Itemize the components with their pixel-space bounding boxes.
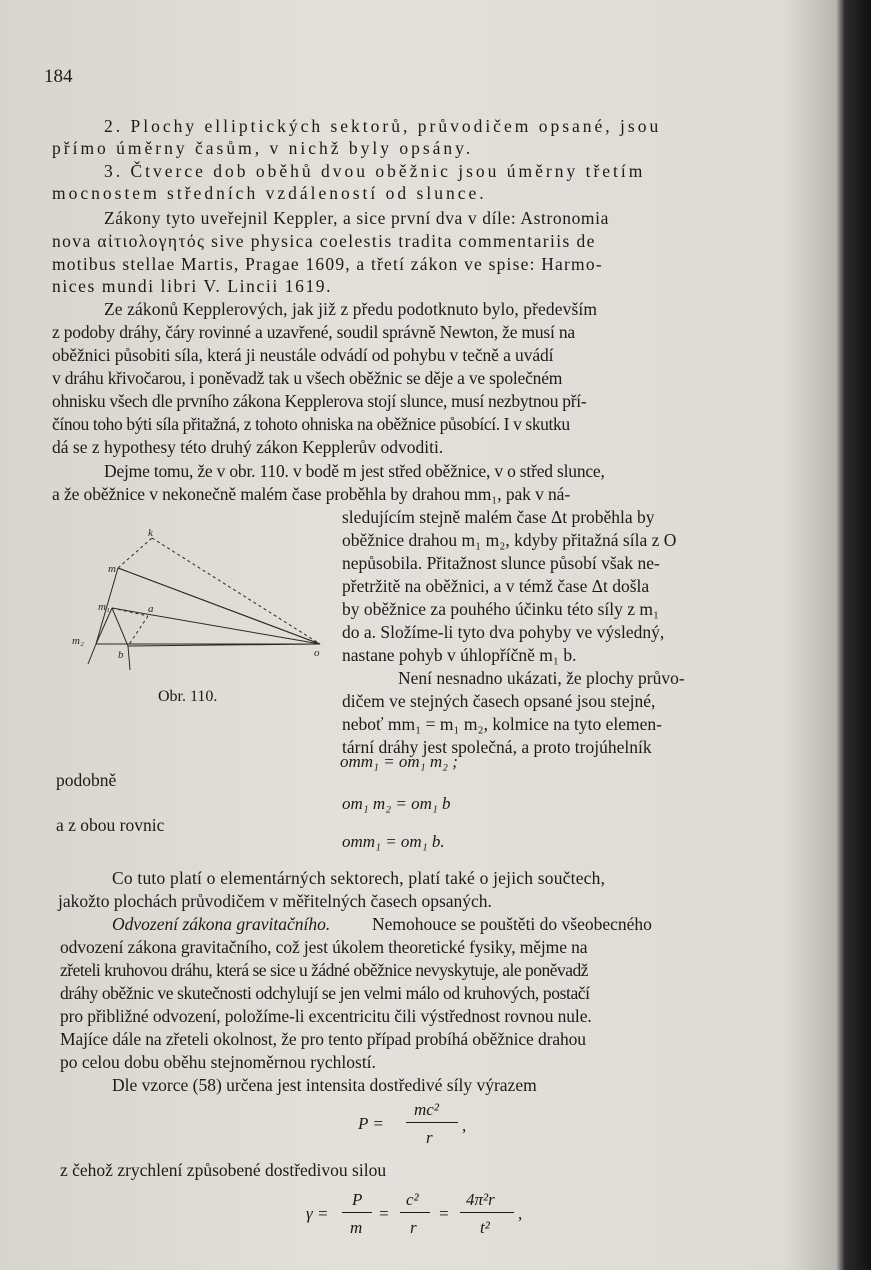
text-line: čínou toho býti síla přitažná, z tohoto ohniska na oběžnice působící. I v skutku [52, 414, 570, 434]
text-line: nova αἰτιολογητός sive physica coelestis tradita commentariis de [52, 231, 596, 251]
figure-line [112, 608, 128, 646]
formula-numerator: P [352, 1190, 363, 1209]
text-line: jakožto plochách průvodičem v měřitelných časech opsaných. [58, 891, 492, 911]
text-line: tární dráhy jest společná, a proto trojúhelník [342, 737, 652, 757]
text-line: Dle vzorce (58) určena jest intensita dostředivé síly výrazem [112, 1075, 537, 1095]
equation: om₁ m₂ = om₁ b [342, 794, 451, 813]
text-line: a že oběžnice v nekonečně malém čase proběhla by drahou mm₁, pak v ná- [52, 484, 571, 504]
formula-numerator: c² [406, 1190, 419, 1209]
figure-label: m₁ [98, 601, 110, 613]
text-line: v dráhu křivočarou, i poněvadž tak u všech oběžnic se děje a ve společném [52, 368, 563, 388]
figure-label: m [108, 563, 116, 575]
text-line: zřeteli kruhovou dráhu, která se sice u žádné oběžnice nevyskytuje, ale poněvadž [60, 960, 589, 980]
text-line: Není nesnadno ukázati, že plochy průvo- [398, 668, 685, 688]
text-line: Nemohouce se pouštěti do všeobecného [372, 914, 652, 934]
text-line: ohnisku všech dle prvního zákona Kepplerova stojí slunce, musí nezbytnou pří- [52, 391, 587, 411]
formula-equals: = [378, 1204, 390, 1223]
figure-label: m₂ [72, 635, 84, 647]
text-line: nepůsobila. Přitažnost slunce působí však ne- [342, 553, 660, 573]
text-line: Co tuto platí o elementárných sektorech, platí také o jejich součtech, [112, 868, 606, 888]
text-line: dráhy oběžnic ve skutečnosti odchylují se jen velmi málo od kruhových, postačí [60, 983, 590, 1003]
equation: omm₁ = om₁ m₂ ; [340, 752, 458, 771]
page-number: 184 [44, 66, 73, 87]
text-line: do a. Složíme-li tyto dva pohyby ve výsledný, [342, 622, 665, 642]
text-line: přetržitě na oběžnici, a v témž čase Δt došla [342, 576, 650, 596]
figure-caption: Obr. 110. [158, 688, 218, 705]
text-line: po celou dobu oběhu stejnoměrnou rychlostí. [60, 1052, 376, 1072]
formula-numerator: 4π²r [466, 1190, 495, 1209]
formula-denominator: r [410, 1218, 417, 1237]
side-label: a z obou rovnic [56, 815, 165, 835]
formula-tail: , [462, 1116, 467, 1135]
equation: omm₁ = om₁ b. [342, 832, 445, 851]
text-line: by oběžnice za pouhého účinku této síly z m₁ [342, 599, 660, 619]
figure-line [112, 608, 320, 644]
text-line: Majíce dále na zřeteli okolnost, že pro tento případ probíhá oběžnice drahou [60, 1029, 586, 1049]
figure-label: a [148, 603, 154, 615]
figure-label: b [118, 649, 124, 661]
figure-line [88, 644, 96, 664]
formula-lhs: γ = [306, 1204, 329, 1223]
text-line: 2. Plochy elliptických sektorů, průvodičem opsané, jsou [104, 116, 662, 136]
formula-denominator: t² [480, 1218, 490, 1237]
text-line: Zákony tyto uveřejnil Keppler, a sice první dva v díle: Astronomia [104, 208, 609, 228]
figure-line [152, 538, 320, 644]
figure-label: k [148, 527, 153, 539]
text-line: oběžnice drahou m₁ m₂, kdyby přitažná síla z O [342, 530, 677, 550]
text-line: neboť mm₁ = m₁ m₂, kolmice na tyto elemen- [342, 714, 662, 734]
text-line: dičem ve stejných časech opsané jsou stejné, [342, 691, 656, 711]
formula-denominator: m [350, 1218, 363, 1237]
figure-label: o [314, 647, 320, 659]
text-line: z čehož zrychlení způsobené dostředivou silou [60, 1160, 387, 1180]
text-line: dá se z hypothesy této druhý zákon Kepplerův odvoditi. [52, 437, 444, 457]
text-line: sledujícím stejně malém čase Δt proběhla by [342, 507, 655, 527]
formula-lhs: P = [358, 1114, 384, 1133]
figure-line [128, 646, 130, 670]
text-line: přímo úměrny časům, v nichž byly opsány. [52, 138, 474, 158]
formula-tail: , [518, 1204, 523, 1223]
text-line: oběžnici působiti síla, která ji neustále odvádí od pohybu v tečně a uvádí [52, 345, 554, 365]
formula-equals: = [438, 1204, 450, 1223]
text-line: nastane pohyb v úhlopříčně m₁ b. [342, 645, 577, 665]
fraction-bar [342, 1212, 372, 1213]
text-line: mocnostem středních vzdáleností od slunce. [52, 183, 487, 203]
figure-line [118, 538, 152, 568]
figure-line [128, 616, 148, 646]
figure-110-diagram [68, 520, 338, 690]
text-line: nices mundi libri V. Lincii 1619. [52, 276, 333, 296]
text-line: Dejme tomu, že v obr. 110. v bodě m jest střed oběžnice, v o střed slunce, [104, 461, 605, 481]
text-line: odvození zákona gravitačního, což jest úkolem theoretické fysiky, mějme na [60, 937, 588, 957]
fraction-bar [400, 1212, 430, 1213]
text-line: 3. Čtverce dob oběhů dvou oběžnic jsou úměrny třetím [104, 161, 646, 181]
formula-denominator: r [426, 1128, 433, 1147]
text-line: z podoby dráhy, čáry rovinné a uzavřené, soudil správně Newton, že musí na [52, 322, 575, 342]
side-label: podobně [56, 770, 117, 790]
section-heading: Odvození zákona gravitačního. [112, 914, 331, 934]
fraction-bar [406, 1122, 458, 1123]
formula-numerator: mc² [414, 1100, 439, 1119]
text-line: pro přibližné odvození, položíme-li excentricitu čili výstřednost rovnou nule. [60, 1006, 592, 1026]
fraction-bar [460, 1212, 514, 1213]
text-line: Ze zákonů Kepplerových, jak již z předu podotknuto bylo, především [104, 299, 598, 319]
text-line: motibus stellae Martis, Pragae 1609, a třetí zákon ve spise: Harmo- [52, 254, 603, 274]
figure-line [96, 608, 112, 644]
